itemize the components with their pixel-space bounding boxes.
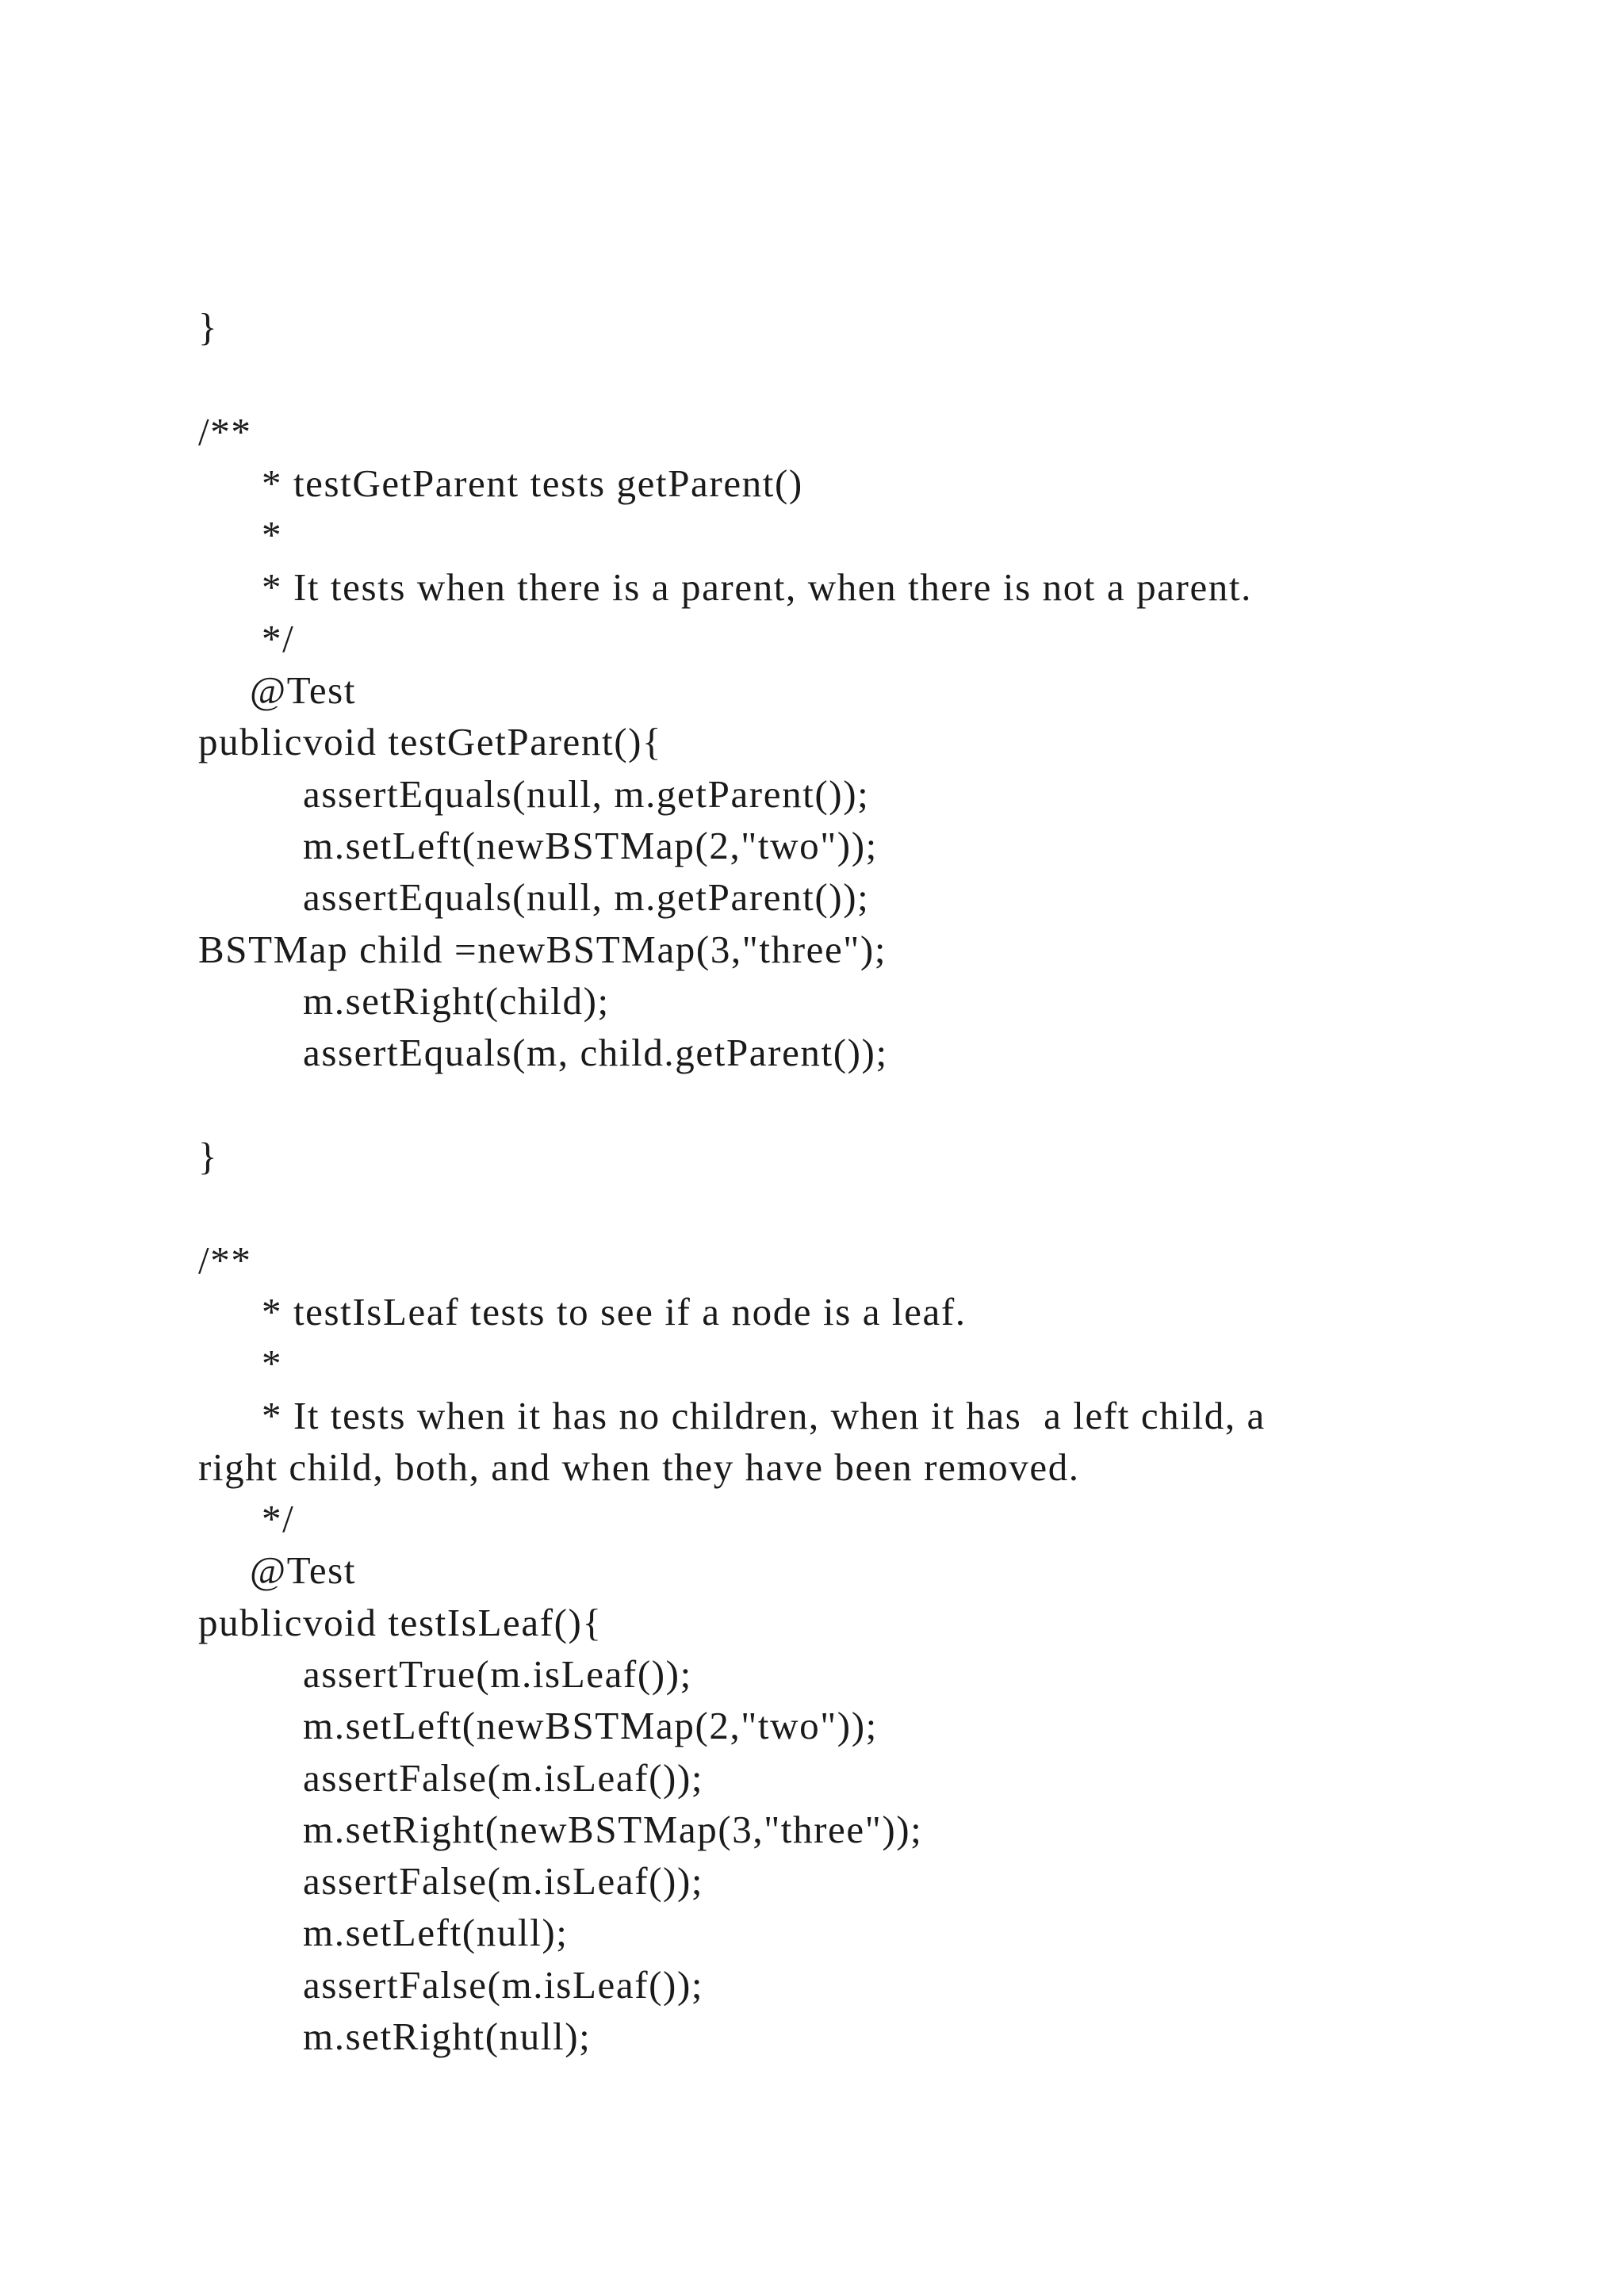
code-line: * It tests when there is a parent, when there is not a parent. [262,565,1252,609]
code-line: m.setLeft(null); [303,1911,569,1954]
code-line: BSTMap child =newBSTMap(3,"three"); [198,928,887,971]
code-line: assertEquals(null, m.getParent()); [303,875,870,919]
code-line: m.setRight(null); [303,2015,592,2058]
code-line: assertFalse(m.isLeaf()); [303,1963,704,2007]
code-line: m.setLeft(newBSTMap(2,"two")); [303,824,878,867]
code-line: assertFalse(m.isLeaf()); [303,1859,704,1903]
code-line: m.setRight(child); [303,979,610,1023]
code-line: */ [262,617,295,660]
code-line: * testIsLeaf tests to see if a node is a leaf. [262,1290,967,1334]
code-line: /** [198,410,252,453]
code-line: m.setRight(newBSTMap(3,"three")); [303,1808,923,1851]
code-line: } [198,1135,219,1178]
code-line: } [198,305,219,349]
code-line: * It tests when it has no children, when it has a left child, a [262,1394,1266,1437]
code-line: assertTrue(m.isLeaf()); [303,1652,692,1696]
code-line: publicvoid testIsLeaf(){ [198,1601,603,1644]
code-line: assertFalse(m.isLeaf()); [303,1756,704,1800]
code-line: * testGetParent tests getParent() [262,461,803,505]
code-line: */ [262,1497,295,1540]
code-line: @Test [250,1548,357,1592]
code-line: publicvoid testGetParent(){ [198,720,663,763]
code-line: right child, both, and when they have been removed. [198,1445,1080,1489]
code-line: m.setLeft(newBSTMap(2,"two")); [303,1704,878,1747]
code-line: /** [198,1238,252,1282]
code-line: assertEquals(null, m.getParent()); [303,772,870,816]
code-line: @Test [250,668,357,712]
code-line: * [262,1341,283,1385]
code-line: * [262,513,283,557]
code-line: assertEquals(m, child.getParent()); [303,1031,888,1074]
